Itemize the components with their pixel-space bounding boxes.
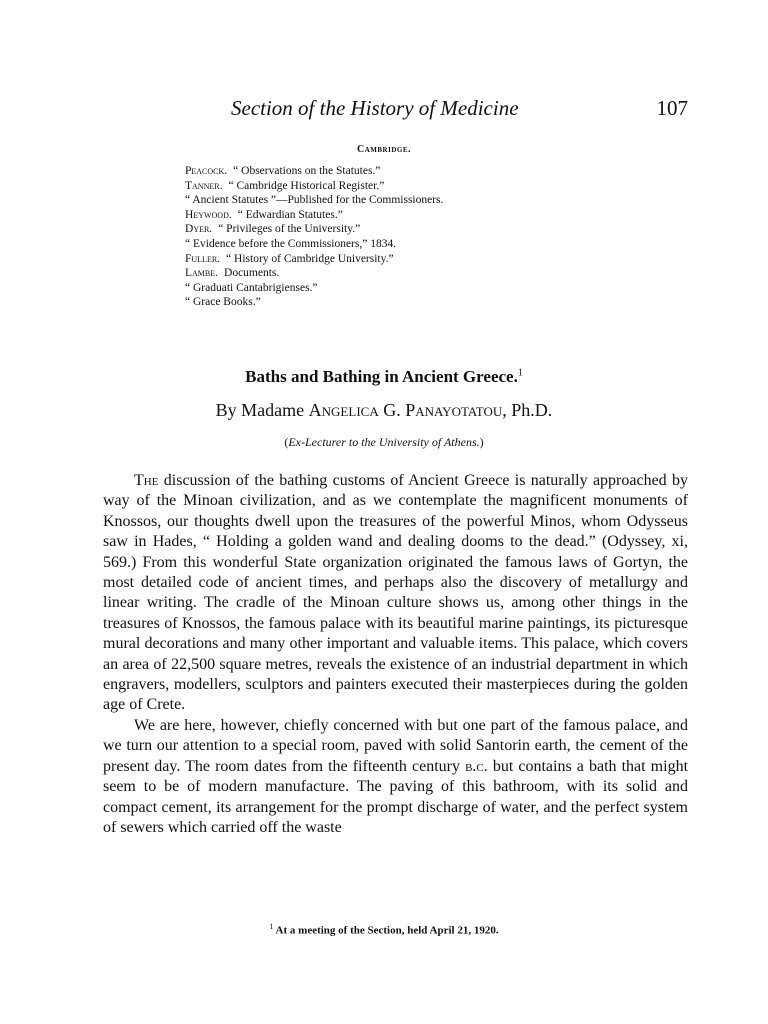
reference-item [185, 208, 565, 223]
author-affiliation [0, 435, 768, 450]
body-paragraph [103, 716, 688, 838]
paragraph-text: discussion of the bathing customs of Ancient Greece is naturally approached by way of the Minoan civilization, and as we contemplate the magnificent monuments of Knossos, our thoughts dwell upon the treasures of the powerful Minos, whom Odysseus saw in Hades, “ Holding a golden wand and dealing dooms to the dead.” (Odyssey, xi, 569.) From this wonderful State organization originated the famous laws of Gortyn, the most detailed code of ancient times, and perhaps also the discovery of metallurgy and linear writing. The cradle of the Minoan culture shows us, among other things in the treasures of Knossos, the famous palace with its beautiful marine paintings, its picturesque mural decorations and many other important and valuable items. This palace, which covers an area of 22,500 square metres, reveals the existence of an industrial department in which engravers, modellers, sculptors and painters executed their masterpieces during the golden age of Crete. [103, 472, 689, 714]
reference-item [185, 193, 565, 208]
article-title-text: Baths and Bathing in Ancient Greece. [245, 367, 518, 386]
era-abbreviation: b.c. [465, 757, 488, 775]
article-title [0, 367, 768, 387]
reference-author: Dyer. [185, 223, 213, 236]
footnote-text: At a meeting of the Section, held April 21, 1920. [275, 924, 499, 937]
reference-text: “ History of Cambridge University.” [226, 252, 394, 265]
reference-item [185, 164, 565, 179]
reference-item [185, 295, 565, 310]
reference-text: “ Grace Books.” [185, 296, 261, 309]
footnote-number: 1 [269, 922, 274, 931]
reference-author: Fuller. [185, 252, 221, 265]
affiliation-paren-close: ) [479, 435, 484, 449]
paragraph-text: We are here, however, chiefly concerned with but one part of the famous palace, and we turn our attention to a special room, paved with solid Santorin earth, the cement of the present day. The room dates from the fifteenth century [103, 716, 688, 775]
reference-author: Peacock. [185, 165, 228, 177]
running-head [103, 96, 688, 124]
affiliation-text: Ex-Lecturer to the University of Athens. [288, 435, 480, 449]
reference-item [185, 266, 565, 281]
author-name: Angelica G. Panayotatou, [308, 400, 507, 420]
footnote-mark: 1 [517, 367, 523, 379]
reference-item [185, 252, 565, 267]
reference-text: “ Observations on the Statutes.” [233, 165, 381, 177]
reference-text: “ Cambridge Historical Register.” [228, 179, 385, 192]
reference-item [185, 179, 565, 194]
article-body [103, 471, 688, 838]
paragraph-text: but contains a bath that might seem to be of modern manufacture. The paving of this bathroom, with its solid and compact cement, its arrangement for the prompt discharge of water, and the perfect system of sewers which carried off the waste [103, 757, 689, 836]
reference-item [185, 237, 565, 252]
reference-text: “ Graduati Cantabrigienses.” [185, 281, 318, 294]
reference-list [185, 164, 565, 310]
reference-text: Documents. [224, 267, 280, 280]
reference-text: “ Edwardian Statutes.” [237, 208, 343, 221]
reference-item [185, 281, 565, 296]
reference-text: “ Ancient Statutes ”—Published for the Commissioners. [185, 194, 444, 207]
page-number: 107 [656, 96, 688, 120]
author-degree: Ph.D. [511, 400, 553, 420]
section-label: Cambridge. [356, 144, 411, 155]
reference-author: Heywood. [185, 208, 232, 221]
affiliation-paren-open: ( [284, 435, 289, 449]
body-paragraph [103, 471, 688, 716]
reference-text: “ Privileges of the University.” [218, 223, 361, 236]
reference-author: Tanner. [185, 179, 223, 192]
byline [0, 400, 768, 421]
paragraph-lead-word: The [134, 472, 159, 489]
byline-prefix: By Madame [215, 400, 305, 420]
reference-item [185, 222, 565, 237]
reference-text: “ Evidence before the Commissioners,” 1834. [185, 237, 397, 250]
reference-author: Lambe. [185, 267, 219, 280]
footnote [0, 922, 768, 937]
running-head-title: Section of the History of Medicine [231, 96, 519, 120]
